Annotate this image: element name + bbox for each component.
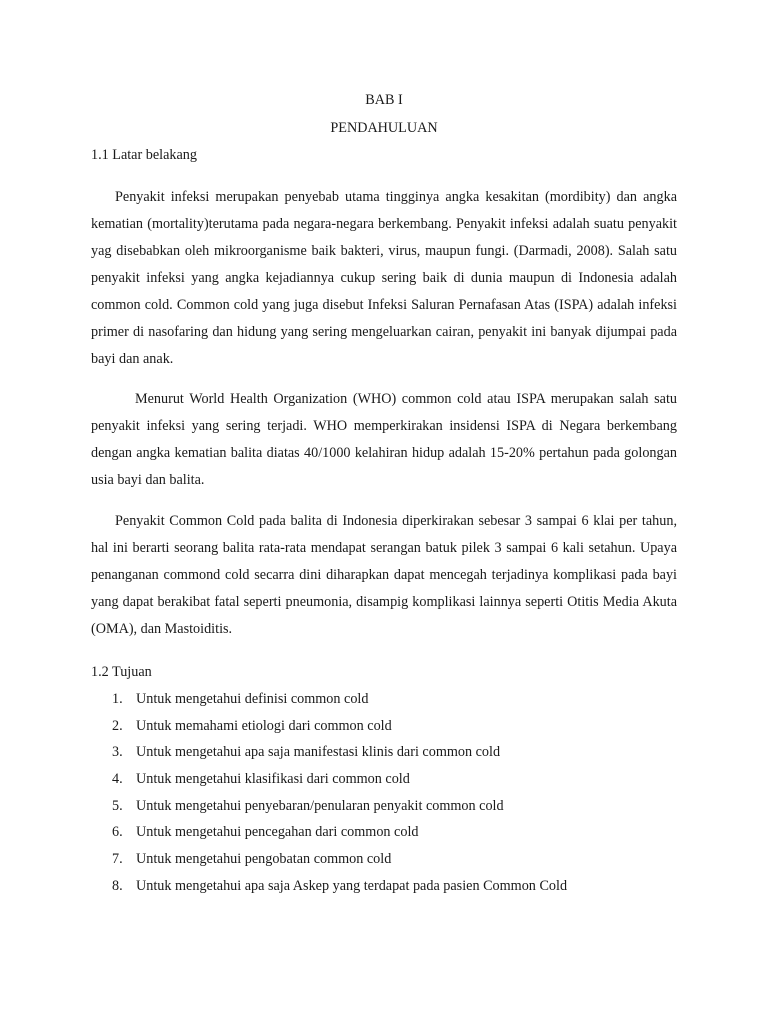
section-heading-latar-belakang: 1.1 Latar belakang [91,147,197,163]
list-item-text: Untuk memahami etiologi dari common cold [136,717,392,734]
list-item-text: Untuk mengetahui apa saja Askep yang terdapat pada pasien Common Cold [136,877,568,894]
list-item-text: Untuk mengetahui penyebaran/penularan penyakit common cold [136,797,504,814]
list-item-text: Untuk mengetahui pencegahan dari common cold [136,824,419,841]
paragraph: Menurut World Health Organization (WHO) common cold atau ISPA merupakan salah satu penyakit infeksi yang sering terjadi. WHO memperkirakan insidensi ISPA di Negara berkembang dengan angka kematian balita diatas 40/1000 kelahiran hidup adalah 15-20% pertahun pada golongan usia bayi dan balita. [91,391,677,488]
list-item-number: 6. [112,824,123,841]
list-item-number: 2. [112,717,123,734]
paragraph: Penyakit infeksi merupakan penyebab utama tingginya angka kesakitan (mordibity) dan angka kematian (mortality)terutama pada negara-negara berkembang. Penyakit infeksi adalah suatu penyakit yag disebabkan oleh mikroorganisme baik bakteri, virus, maupun fungi. (Darmadi, 2008). Salah satu penyakit infeksi yang angka kejadiannya cukup sering baik di dunia maupun di Indonesia adalah common cold. Common cold yang juga disebut Infeksi Saluran Pernafasan Atas (ISPA) adalah infeksi primer di nasofaring dan hidung yang sering mengeluarkan cairan, penyakit ini banyak dijumpai pada bayi dan anak. [91,189,677,367]
list-item-text: Untuk mengetahui klasifikasi dari common cold [136,771,410,788]
paragraph: Penyakit Common Cold pada balita di Indonesia diperkirakan sebesar 3 sampai 6 klai per tahun, hal ini berarti seorang balita rata-rata mendapat serangan batuk pilek 3 sampai 6 kali setahun. Upaya penanganan commond cold secarra dini diharapkan dapat mencegah terjadinya komplikasi pada bayi yang dapat berakibat fatal seperti pneumonia, disampig komplikasi lainnya seperti Otitis Media Akuta (OMA), dan Mastoiditis. [91,513,677,637]
chapter-title: PENDAHULUAN [330,120,438,136]
list-item-number: 3. [112,744,123,761]
list-item-number: 1. [112,691,123,707]
list-item-number: 5. [112,797,123,814]
list-item-number: 4. [112,771,123,788]
section-heading-tujuan: 1.2 Tujuan [91,664,152,680]
list-item-text: Untuk mengetahui definisi common cold [136,691,369,707]
list-item-text: Untuk mengetahui pengobatan common cold [136,851,392,868]
list-item-text: Untuk mengetahui apa saja manifestasi klinis dari common cold [136,744,501,761]
chapter-number: BAB I [365,92,403,108]
list-item-number: 7. [112,851,123,868]
list-item-number: 8. [112,877,123,894]
